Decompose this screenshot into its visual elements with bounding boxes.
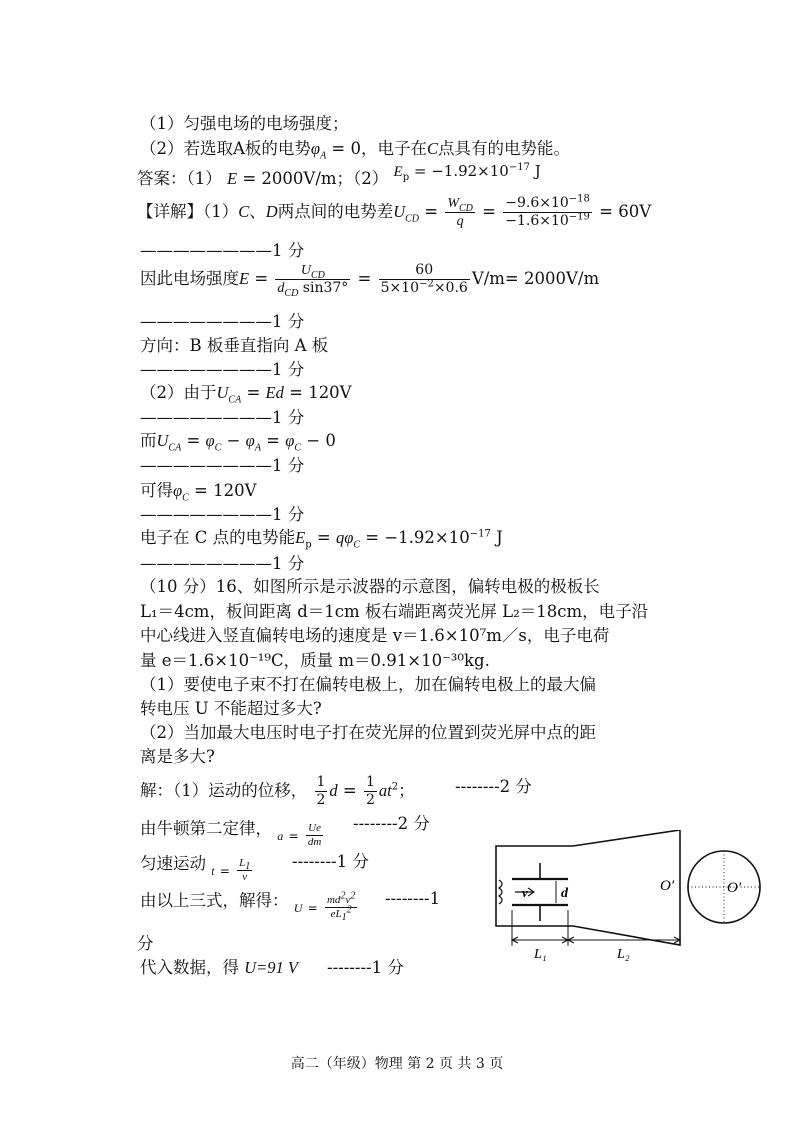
answer-label: 答案：（1） (137, 169, 222, 188)
page-footer: 高二（年级）物理 第 2 页 共 3 页 (290, 1056, 504, 1072)
solution-5-text: 代入数据，得 (140, 958, 239, 977)
problem-16-line-4: 量 e＝1.6×10⁻¹⁹C，质量 m＝0.91×10⁻³⁰kg. (140, 651, 490, 670)
phi-c-line: 可得$\varphi_C = 120V$ (140, 481, 257, 504)
answer-line: 答案：（1） E = 2000V/m；（2） $E_p = -1.92\times 10^{-17}$ J (137, 162, 541, 188)
problem-16-line-1: （10 分）16、如图所示是示波器的示意图，偏转电极的极板长 (140, 577, 600, 596)
screen-center-label: O′ (660, 878, 675, 894)
potential-line: 而$U_{CA} = \varphi_C - \varphi_A = \varphi_C - 0$ (140, 431, 336, 454)
score-dash-4: --------1 (385, 889, 441, 908)
score-line-5: ————————1 分 (140, 456, 305, 475)
question-2: （2）若选取A板的电势$\varphi_A = 0$，电子在C点具有的电势能。 (140, 139, 571, 162)
problem-16-q2-b: 离是多大? (140, 747, 215, 766)
solution-1-text: 解：（1）运动的位移， (140, 781, 308, 800)
velocity-label: v (522, 885, 528, 900)
detail-label: 【详解】（1） (137, 202, 239, 221)
detail-text: 两点间的电势差 (277, 202, 394, 221)
gap-label: d (561, 886, 568, 901)
electron-gun-coil (499, 880, 502, 904)
score-dash-1: --------2 分 (455, 777, 532, 796)
pe-line: 电子在 C 点的电势能$E_p = q\varphi_C = -1.92\times 10^{-17}$ J (140, 528, 503, 551)
score-line-6: ————————1 分 (140, 505, 305, 524)
question-2-text-b: ，电子在 (361, 139, 427, 158)
problem-16-q2-a: （2）当加最大电压时电子打在荧光屏的位置到荧光屏中点的距 (140, 723, 596, 742)
score-line-4: ————————1 分 (140, 408, 305, 427)
detail-line: 【详解】（1）C、D两点间的电势差$U_{CD}$ = $\frac{W_{CD}}{q}$ = $\frac{-9.6\times 10^{-18}}{-1.6\times 10^{-19}}$ = 60V (137, 193, 652, 229)
problem-16-q1-a: （1）要使电子束不打在偏转电极上，加在偏转电极上的最大偏 (140, 675, 596, 694)
score-dash-5: --------1 分 (327, 958, 404, 977)
question-2-text-c: 点具有的电势能。 (438, 139, 571, 158)
solution-2-text: 由牛顿第二定律， (140, 819, 272, 838)
solution-3-text: 匀速运动 (140, 854, 206, 873)
question-2-text-a: （2）若选取A板的电势 (140, 139, 311, 158)
thus-word: 可得 (140, 481, 173, 500)
circle-center-label: O′ (727, 880, 742, 896)
l2-label: L₂ (617, 947, 630, 962)
part2-line: （2）由于$U_{CA} = Ed = 120V$ (140, 383, 352, 406)
field-result: V/m= 2000V/m (471, 269, 600, 288)
problem-16-q1-b: 转电压 U 不能超过多大? (140, 699, 322, 718)
solution-line-5 (140, 957, 298, 979)
pe-intro: 电子在 C 点的电势能 (140, 528, 296, 547)
score-dash-2: --------2 分 (353, 814, 430, 833)
field-line: 因此电场强度E = $\frac{U_{CD}}{d_{CD} \sin 37^\circ}$ = $\frac{60}{5\times 10^{-2}\times 0.6}$ V/m= 2000V/m (140, 262, 600, 299)
score-dash-4-unit: 分 (137, 934, 154, 953)
question-1: （1）匀强电场的电场强度； (140, 114, 349, 133)
problem-16-line-3: 中心线进入竖直偏转电场的速度是 v＝1.6×10⁷m／s，电子电荷 (140, 626, 610, 645)
score-line-7: ————————1 分 (140, 554, 305, 573)
solution-line-1: 解：（1）运动的位移， $\frac{1}{2}$ d = $\frac{1}{2}$ $at^2$； (140, 774, 415, 808)
solution-5-value: U=91 V (244, 958, 299, 977)
score-line-2: ————————1 分 (140, 312, 305, 331)
answer-mid: ；（2） (336, 169, 389, 188)
l1-label: L₁ (534, 947, 547, 962)
and-word: 而 (140, 431, 157, 450)
score-line-3: ————————1 分 (140, 360, 305, 379)
score-line-1: ————————1 分 (140, 241, 305, 260)
solution-4-text: 由以上三式，解得： (140, 891, 289, 910)
solution-line-2: 由牛顿第二定律， a = $\frac{Ue}{dm}$ (140, 819, 322, 848)
direction-line: 方向：B 板垂直指向 A 板 (140, 336, 329, 355)
score-dash-3: --------1 分 (292, 852, 369, 871)
solution-line-4: 由以上三式，解得： U = $\frac{md^2v^2}{eL_1^2}$ (140, 890, 356, 924)
solution-line-3: 匀速运动 t = $\frac{L_1}{v}$ (140, 854, 251, 883)
oscilloscope-diagram (484, 830, 764, 965)
part2-intro: （2）由于 (140, 383, 217, 402)
problem-16-line-2: L₁＝4cm，板间距离 d＝1cm 板右端距离荧光屏 L₂＝18cm，电子沿 (140, 602, 649, 621)
field-intro: 因此电场强度 (140, 269, 239, 288)
